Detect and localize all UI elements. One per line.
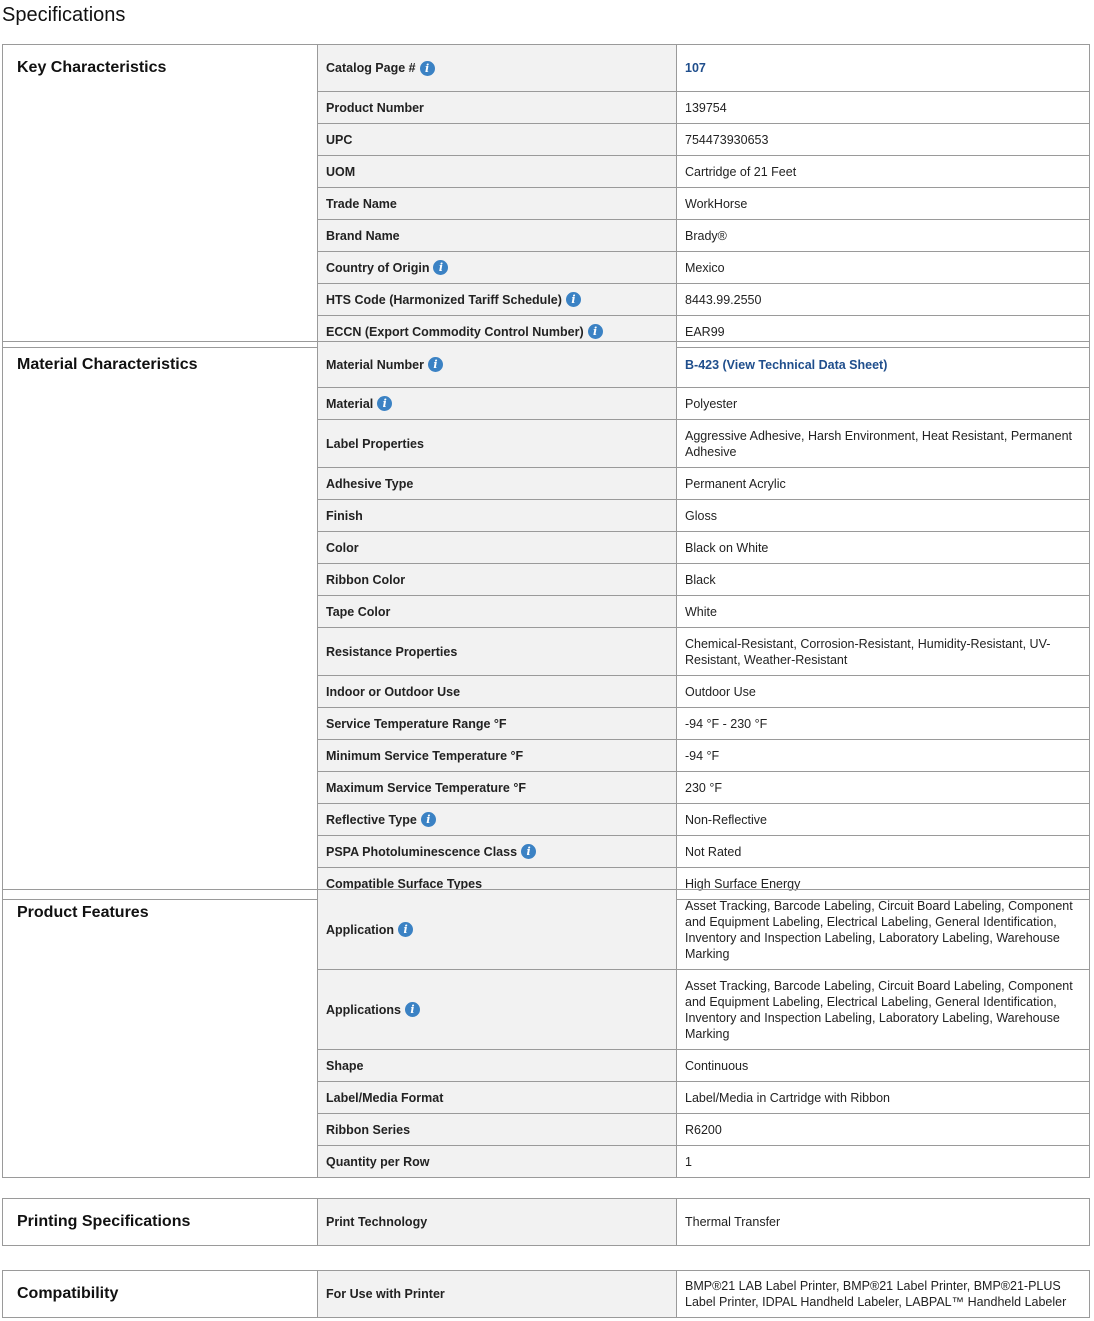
spec-label [317, 252, 676, 283]
spec-label-text: Applications [326, 1002, 402, 1017]
spec-label-text: Brand Name [326, 228, 400, 243]
spec-value [676, 836, 1090, 867]
section-title: Product Features [17, 904, 149, 921]
spec-label [317, 220, 676, 251]
spec-value-text: 754473930653 [685, 132, 769, 147]
spec-value [676, 500, 1090, 531]
spec-label-text: Ribbon Color [326, 572, 406, 587]
spec-value-text: -94 °F [685, 748, 720, 763]
spec-value [676, 708, 1090, 739]
spec-value [676, 468, 1090, 499]
spec-value [676, 388, 1090, 419]
spec-value-link[interactable] [676, 45, 1090, 91]
spec-row [317, 772, 1090, 804]
spec-value-text: Brady® [685, 228, 727, 243]
spec-table [317, 342, 1090, 899]
spec-table [317, 45, 1090, 347]
spec-value [676, 188, 1090, 219]
spec-label-text: UOM [326, 164, 356, 179]
spec-label-text: Quantity per Row [326, 1154, 430, 1169]
spec-value-text: Non-Reflective [685, 812, 767, 827]
spec-label-text: PSPA Photoluminescence Class [326, 844, 518, 859]
section-title: Compatibility [17, 1285, 119, 1302]
spec-value-text: Outdoor Use [685, 684, 756, 699]
info-icon[interactable]: i [420, 61, 435, 76]
spec-value [676, 740, 1090, 771]
spec-row [317, 188, 1090, 220]
spec-value-text: 139754 [685, 100, 727, 115]
spec-value-text: Label/Media in Cartridge with Ribbon [685, 1090, 890, 1105]
spec-row [317, 45, 1090, 92]
spec-label-text: Catalog Page # [326, 61, 416, 75]
spec-row [317, 628, 1090, 676]
spec-row [317, 532, 1090, 564]
spec-value-text: WorkHorse [685, 196, 748, 211]
spec-value-text: Asset Tracking, Barcode Labeling, Circuit Board Labeling, Component and Equipment Labeling, Electrical Labeling, General Identification, Inventory and Inspection Labeling, Laboratory Labeling, Warehouse Marking [685, 978, 1073, 1041]
spec-label [317, 890, 676, 969]
info-icon[interactable]: i [566, 292, 581, 307]
spec-row [317, 1199, 1090, 1245]
info-icon[interactable]: i [405, 1002, 420, 1017]
spec-row [317, 1114, 1090, 1146]
section-product-features [2, 889, 1090, 1178]
spec-label-text: Product Number [326, 100, 424, 115]
spec-row [317, 970, 1090, 1050]
spec-label [317, 596, 676, 627]
spec-label [317, 500, 676, 531]
spec-label [317, 92, 676, 123]
spec-label [317, 188, 676, 219]
spec-label-text: Application [326, 922, 395, 937]
spec-value [676, 772, 1090, 803]
spec-label [317, 1050, 676, 1081]
spec-value-text[interactable]: 107 [685, 61, 706, 75]
spec-row [317, 500, 1090, 532]
spec-row [317, 124, 1090, 156]
spec-label-text: Tape Color [326, 604, 391, 619]
spec-table [317, 890, 1090, 1177]
spec-row [317, 1082, 1090, 1114]
spec-value-link[interactable] [676, 342, 1090, 387]
spec-label-text: Reflective Type [326, 812, 417, 827]
info-icon[interactable]: i [433, 260, 448, 275]
spec-row [317, 1050, 1090, 1082]
spec-label-text: UPC [326, 132, 353, 147]
spec-value [676, 420, 1090, 467]
spec-value-text: Aggressive Adhesive, Harsh Environment, Heat Resistant, Permanent Adhesive [685, 428, 1072, 459]
info-icon[interactable]: i [521, 844, 536, 859]
spec-value-text: 230 °F [685, 780, 722, 795]
spec-value [676, 284, 1090, 315]
spec-label-text: Compatible Surface Types [326, 876, 483, 891]
spec-label-text: Minimum Service Temperature °F [326, 748, 524, 763]
spec-row [317, 1146, 1090, 1177]
info-icon[interactable]: i [588, 324, 603, 339]
spec-row [317, 708, 1090, 740]
spec-row [317, 468, 1090, 500]
spec-value-text: 8443.99.2550 [685, 292, 762, 307]
section-key-characteristics [2, 44, 1090, 348]
spec-row [317, 740, 1090, 772]
info-icon[interactable]: i [428, 357, 443, 372]
spec-value [676, 220, 1090, 251]
spec-value-text: BMP®21 LAB Label Printer, BMP®21 Label Printer, BMP®21-PLUS Label Printer, IDPAL Handheld Labeler, LABPAL™ Handheld Labeler [685, 1279, 1067, 1309]
spec-label [317, 124, 676, 155]
spec-row [317, 890, 1090, 970]
spec-label-text: Trade Name [326, 196, 397, 211]
spec-value-text[interactable]: B-423 (View Technical Data Sheet) [685, 357, 888, 372]
info-icon[interactable]: i [421, 812, 436, 827]
spec-row [317, 420, 1090, 468]
spec-label-text: Ribbon Series [326, 1122, 411, 1137]
spec-row [317, 1271, 1090, 1317]
spec-label-text: Finish [326, 508, 363, 523]
section-printing-specifications [2, 1198, 1090, 1246]
spec-label-text: Label/Media Format [326, 1090, 444, 1105]
spec-value [676, 532, 1090, 563]
spec-row [317, 284, 1090, 316]
spec-label-text: ECCN (Export Commodity Control Number) [326, 324, 584, 339]
spec-label [317, 468, 676, 499]
info-icon[interactable]: i [398, 922, 413, 937]
spec-value-text: Mexico [685, 260, 725, 275]
section-title: Key Characteristics [17, 59, 167, 76]
spec-value-text: Permanent Acrylic [685, 476, 786, 491]
section-title: Printing Specifications [17, 1213, 191, 1230]
spec-row [317, 596, 1090, 628]
spec-label-text: Material Number [326, 357, 424, 372]
spec-label-text: Shape [326, 1058, 364, 1073]
spec-label-text: Color [326, 540, 359, 555]
spec-label [317, 836, 676, 867]
spec-label-text: Resistance Properties [326, 644, 458, 659]
spec-value-text: Chemical-Resistant, Corrosion-Resistant, Humidity-Resistant, UV-Resistant, Weather-Resistant [685, 636, 1051, 667]
spec-row [317, 564, 1090, 596]
spec-value [676, 1271, 1090, 1317]
spec-value-text: White [685, 604, 717, 619]
spec-value-text: Continuous [685, 1058, 749, 1073]
spec-label-text: Print Technology [326, 1215, 428, 1229]
spec-value [676, 124, 1090, 155]
spec-label-text: Country of Origin [326, 260, 430, 275]
spec-table [317, 1271, 1090, 1317]
spec-label [317, 804, 676, 835]
section-material-characteristics [2, 341, 1090, 900]
section-title: Material Characteristics [17, 356, 198, 373]
spec-value-text: -94 °F - 230 °F [685, 716, 768, 731]
spec-value-text: Thermal Transfer [685, 1215, 781, 1229]
spec-label-text: For Use with Printer [326, 1287, 445, 1301]
spec-label [317, 45, 676, 91]
spec-value [676, 1114, 1090, 1145]
spec-label [317, 772, 676, 803]
spec-label [317, 342, 676, 387]
spec-label-text: Label Properties [326, 436, 424, 451]
spec-value [676, 804, 1090, 835]
section-compatibility [2, 1270, 1090, 1318]
spec-label [317, 1199, 676, 1245]
spec-label [317, 1082, 676, 1113]
spec-label [317, 420, 676, 467]
spec-value-text: Cartridge of 21 Feet [685, 164, 797, 179]
spec-value [676, 970, 1090, 1049]
spec-row [317, 836, 1090, 868]
spec-value [676, 564, 1090, 595]
spec-value [676, 252, 1090, 283]
spec-value [676, 1199, 1090, 1245]
spec-label [317, 564, 676, 595]
spec-value-text: Polyester [685, 396, 738, 411]
spec-label [317, 388, 676, 419]
spec-label-text: Service Temperature Range °F [326, 716, 507, 731]
spec-row [317, 220, 1090, 252]
spec-row [317, 156, 1090, 188]
spec-value-text: Gloss [685, 508, 717, 523]
spec-label [317, 1114, 676, 1145]
spec-value-text: Asset Tracking, Barcode Labeling, Circuit Board Labeling, Component and Equipment Labeling, Electrical Labeling, General Identification, Inventory and Inspection Labeling, Laboratory Labeling, Warehouse Marking [685, 898, 1073, 961]
page-title: Specifications [2, 4, 126, 26]
spec-label [317, 532, 676, 563]
spec-label [317, 1146, 676, 1177]
spec-label [317, 628, 676, 675]
spec-row [317, 342, 1090, 388]
spec-value [676, 1146, 1090, 1177]
spec-value [676, 676, 1090, 707]
spec-value [676, 92, 1090, 123]
spec-row [317, 804, 1090, 836]
spec-label-text: HTS Code (Harmonized Tariff Schedule) [326, 292, 562, 307]
spec-value-text: EAR99 [685, 324, 725, 339]
spec-label-text: Material [326, 396, 374, 411]
spec-value-text: Black [685, 572, 716, 587]
spec-row [317, 92, 1090, 124]
spec-value-text: Black on White [685, 540, 769, 555]
spec-label [317, 284, 676, 315]
spec-label [317, 740, 676, 771]
spec-value [676, 1082, 1090, 1113]
spec-value [676, 156, 1090, 187]
spec-label [317, 708, 676, 739]
spec-label [317, 1271, 676, 1317]
spec-label-text: Maximum Service Temperature °F [326, 780, 526, 795]
spec-label-text: Adhesive Type [326, 476, 414, 491]
spec-row [317, 388, 1090, 420]
spec-label [317, 970, 676, 1049]
spec-value [676, 890, 1090, 969]
spec-row [317, 676, 1090, 708]
spec-value-text: 1 [685, 1154, 692, 1169]
spec-value [676, 596, 1090, 627]
spec-value [676, 628, 1090, 675]
spec-value [676, 1050, 1090, 1081]
spec-value-text: High Surface Energy [685, 876, 801, 891]
spec-row [317, 252, 1090, 284]
spec-value-text: Not Rated [685, 844, 742, 859]
spec-label [317, 156, 676, 187]
info-icon[interactable]: i [377, 396, 392, 411]
spec-table [317, 1199, 1090, 1245]
spec-label [317, 676, 676, 707]
spec-value-text: R6200 [685, 1122, 722, 1137]
spec-label-text: Indoor or Outdoor Use [326, 684, 461, 699]
